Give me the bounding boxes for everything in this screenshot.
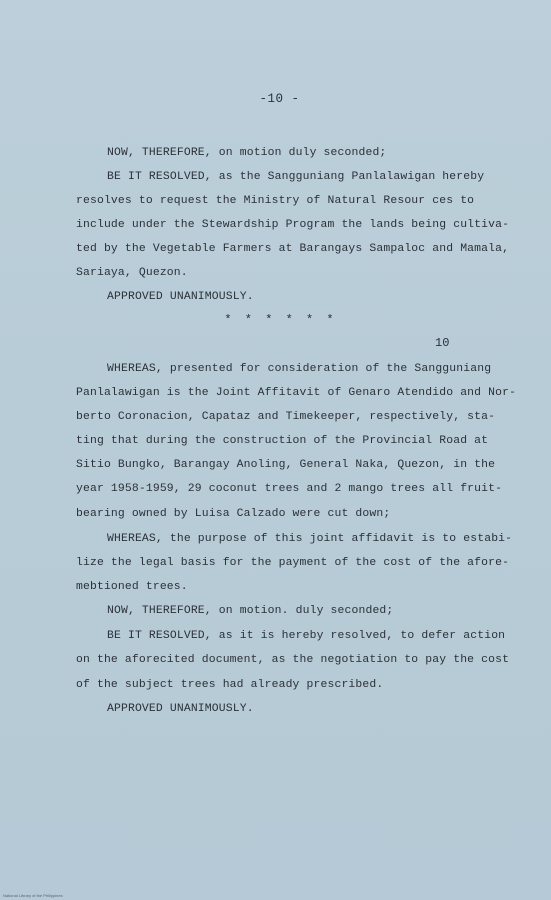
resolution-text-line: of the subject trees had already prescribed.	[76, 679, 384, 691]
resolution-text-line: include under the Stewardship Program the lands being cultiva-	[76, 219, 510, 231]
page-number: -10 -	[259, 92, 300, 106]
be-it-resolved-line: BE IT RESOLVED, as it is hereby resolved, to defer action	[107, 630, 506, 642]
resolution-text-line: resolves to request the Ministry of Natural Resour ces to	[76, 195, 475, 207]
resolution-text-line: Panlalawigan is the Joint Affitavit of Genaro Atendido and Nor-	[76, 387, 517, 399]
now-therefore-line: NOW, THEREFORE, on motion duly seconded;	[107, 147, 387, 159]
resolution-text-line: ting that during the construction of the Provincial Road at	[76, 435, 489, 447]
whereas-line: WHEREAS, the purpose of this joint affidavit is to estabi-	[107, 533, 513, 545]
resolution-text-line: mebtioned trees.	[76, 581, 188, 593]
resolution-text-line: Sitio Bungko, Barangay Anoling, General Naka, Quezon, in the	[76, 459, 496, 471]
item-number: 10	[435, 336, 450, 350]
resolution-text-line: ted by the Vegetable Farmers at Barangays Sampaloc and Mamala,	[76, 243, 510, 255]
resolution-text-line: bearing owned by Luisa Calzado were cut down;	[76, 508, 391, 520]
resolution-text-line: lize the legal basis for the payment of the cost of the afore-	[76, 557, 510, 569]
section-separator: * * * * * *	[224, 313, 337, 327]
resolution-text-line: Sariaya, Quezon.	[76, 267, 188, 279]
resolution-text-line: year 1958-1959, 29 coconut trees and 2 mango trees all fruit-	[76, 483, 503, 495]
resolution-text-line: on the aforecited document, as the negotiation to pay the cost	[76, 654, 510, 666]
archive-footer: National Library of the Philippines	[3, 893, 63, 898]
whereas-line: WHEREAS, presented for consideration of the Sangguniang	[107, 363, 492, 375]
approved-line: APPROVED UNANIMOUSLY.	[107, 703, 254, 715]
resolution-text-line: berto Coronacion, Capataz and Timekeeper, respectively, sta-	[76, 411, 496, 423]
now-therefore-line: NOW, THEREFORE, on motion. duly seconded;	[107, 605, 394, 617]
approved-line: APPROVED UNANIMOUSLY.	[107, 291, 254, 303]
be-it-resolved-line: BE IT RESOLVED, as the Sangguniang Panlalawigan hereby	[107, 171, 485, 183]
